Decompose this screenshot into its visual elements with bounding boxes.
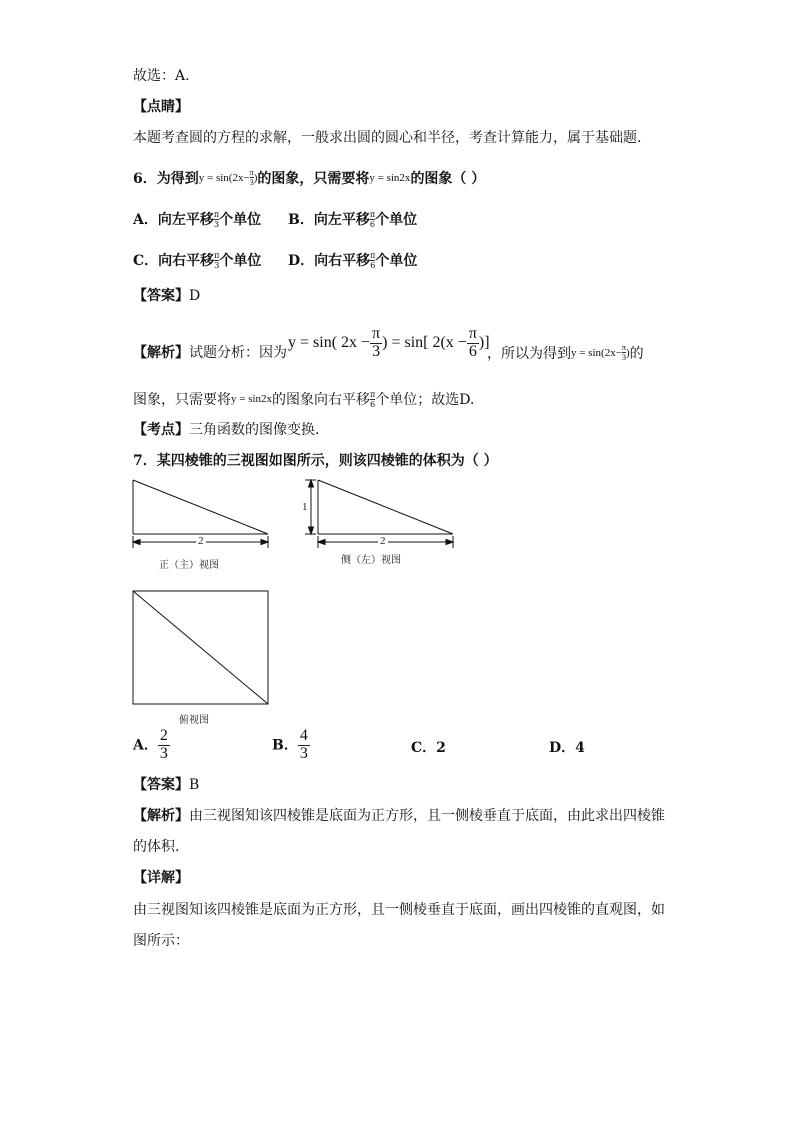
q6-analysis-formula-d-text: y = sin(2x− [571, 347, 622, 359]
q6-analysis-text3: 的 [629, 346, 644, 362]
q6-formula1-den: 3 [249, 178, 254, 188]
q6-kaodian-text: 三角函数的图像变换. [189, 422, 320, 438]
q6-analysis-shift-den: 6 [370, 400, 376, 409]
dianjing-label: 【点睛】 [133, 99, 189, 115]
q6-analysis-formula-b: ) = sin[ 2(x − [382, 333, 467, 351]
side-view-dim-label: 2 [380, 535, 386, 547]
q6-option-a-label: A．向左平移 [133, 212, 214, 228]
side-view-height-arrow-top [309, 480, 314, 487]
side-view-hypotenuse [318, 480, 453, 534]
q6-kaodian-label: 【考点】 [133, 422, 189, 438]
q6-formula1-num: π [249, 168, 254, 178]
q7-option-b-label: B． [272, 737, 298, 754]
q6-analysis-frac2-den: 6 [467, 343, 479, 361]
front-view-dim-arrow-left [133, 540, 140, 545]
q7-detail-line2: 图所示： [133, 933, 189, 949]
q6-analysis-text5: 的图象向右平移 [272, 392, 371, 408]
side-view-height-arrow-bottom [309, 527, 314, 534]
q6-option-c-label: C．向右平移 [133, 253, 215, 269]
top-view-diagonal [133, 591, 268, 704]
q6-option-c-unit: 个单位 [219, 253, 262, 269]
front-view-hypotenuse [133, 480, 268, 534]
q7-answer [133, 775, 199, 795]
q6-stem-mid: 的图象，只需要将 [257, 171, 370, 187]
q7-answer-value: B [189, 777, 200, 793]
q7-option-b-fraction [298, 728, 310, 763]
q7-option-c[interactable]: C．2 [411, 740, 446, 756]
q6-analysis-formula-d-den: 3 [621, 353, 626, 363]
q6-option-a-num: π [213, 210, 220, 219]
q7-option-a-label: A． [133, 737, 158, 754]
q6-option-a-unit: 个单位 [219, 212, 262, 228]
q7-stem: 7．某四棱锥的三视图如图所示，则该四棱锥的体积为（ ） [133, 453, 498, 469]
q6-analysis-text2: ，所以为得到 [487, 346, 571, 362]
q6-analysis-shift-num: π [370, 390, 376, 399]
q6-option-c-den: 3 [214, 261, 220, 270]
q6-stem-prefix: 6．为得到 [133, 171, 199, 187]
q6-analysis-frac1-den: 3 [370, 343, 382, 361]
q7-answer-label: 【答案】 [133, 777, 189, 793]
front-view-dim-label: 2 [198, 535, 204, 547]
q6-option-b-unit: 个单位 [375, 212, 418, 228]
q6-analysis-formula-a: y = sin( 2x − [288, 333, 371, 351]
top-view [133, 591, 268, 704]
q6-analysis-text4: 图象，只需要将 [133, 392, 231, 408]
q7-option-a-num: 2 [159, 727, 168, 744]
q7-option-b-den: 3 [299, 744, 308, 762]
q7-analysis-line1 [133, 806, 665, 826]
q6-analysis-frac1-num: π [372, 325, 381, 342]
q6-answer-label: 【答案】 [133, 288, 189, 304]
q6-analysis-formula-d-close: ) [625, 347, 630, 359]
side-view-caption: 侧（左）视图 [341, 555, 401, 566]
front-view-caption: 正（主）视图 [159, 560, 219, 571]
q7-analysis-line2: 的体积. [133, 839, 180, 855]
q6-analysis-text6: 个单位；故选D. [375, 392, 475, 408]
q6-analysis-formula-e: y = sin2x [231, 393, 273, 405]
q7-option-b[interactable] [272, 728, 310, 763]
q7-option-a-den: 3 [159, 744, 168, 762]
q7-detail-label: 【详解】 [133, 870, 189, 886]
q6-stem-suffix: 的图象（ ） [410, 171, 486, 187]
front-view-dim-arrow-right [261, 540, 268, 545]
q7-option-d[interactable]: D．4 [549, 740, 585, 756]
side-view-dim-arrow-left [318, 540, 325, 545]
q6-option-d-unit: 个单位 [375, 253, 418, 269]
q7-option-b-num: 4 [299, 727, 308, 744]
q6-formula1-text: y = sin(2x− [198, 172, 250, 184]
q6-option-b-num: π [369, 210, 376, 219]
q6-stem-formula2: y = sin2x [369, 172, 411, 184]
q7-analysis-label: 【解析】 [133, 808, 189, 824]
q6-option-d-label: D．向右平移 [288, 253, 371, 269]
q6-analysis-formula-d-num: π [621, 343, 626, 353]
q6-option-d-den: 6 [370, 261, 376, 270]
q6-option-a-den: 3 [213, 220, 220, 229]
q6-analysis-label: 【解析】 [133, 345, 189, 361]
top-view-caption: 俯视图 [179, 715, 209, 726]
choose-answer-line: 故选：A. [133, 68, 190, 84]
q6-formula1-close: ) [253, 172, 258, 184]
q6-option-b-den: 6 [369, 220, 376, 229]
q6-analysis-text1: 试题分析：因为 [189, 345, 287, 361]
q6-analysis-formula-c: )] [478, 333, 490, 351]
dianjing-text: 本题考查圆的方程的求解，一般求出圆的圆心和半径，考查计算能力，属于基础题. [133, 130, 642, 146]
side-view-dim-arrow-right [446, 540, 453, 545]
q7-option-a-fraction [158, 728, 170, 763]
q6-option-b-label: B．向左平移 [288, 212, 370, 228]
q6-option-d-num: π [370, 251, 376, 260]
q7-detail-line1: 由三视图知该四棱锥是底面为正方形，且一侧棱垂直于底面，画出四棱锥的直观图，如 [133, 902, 665, 918]
q6-option-c-num: π [214, 251, 220, 260]
q7-analysis-text1: 由三视图知该四棱锥是底面为正方形，且一侧棱垂直于底面，由此求出四棱锥 [189, 808, 665, 824]
q7-option-a[interactable] [133, 728, 170, 763]
q6-answer-value: D [189, 288, 201, 304]
q6-analysis-frac2-num: π [468, 325, 477, 342]
side-view-height-label: 1 [302, 501, 308, 513]
